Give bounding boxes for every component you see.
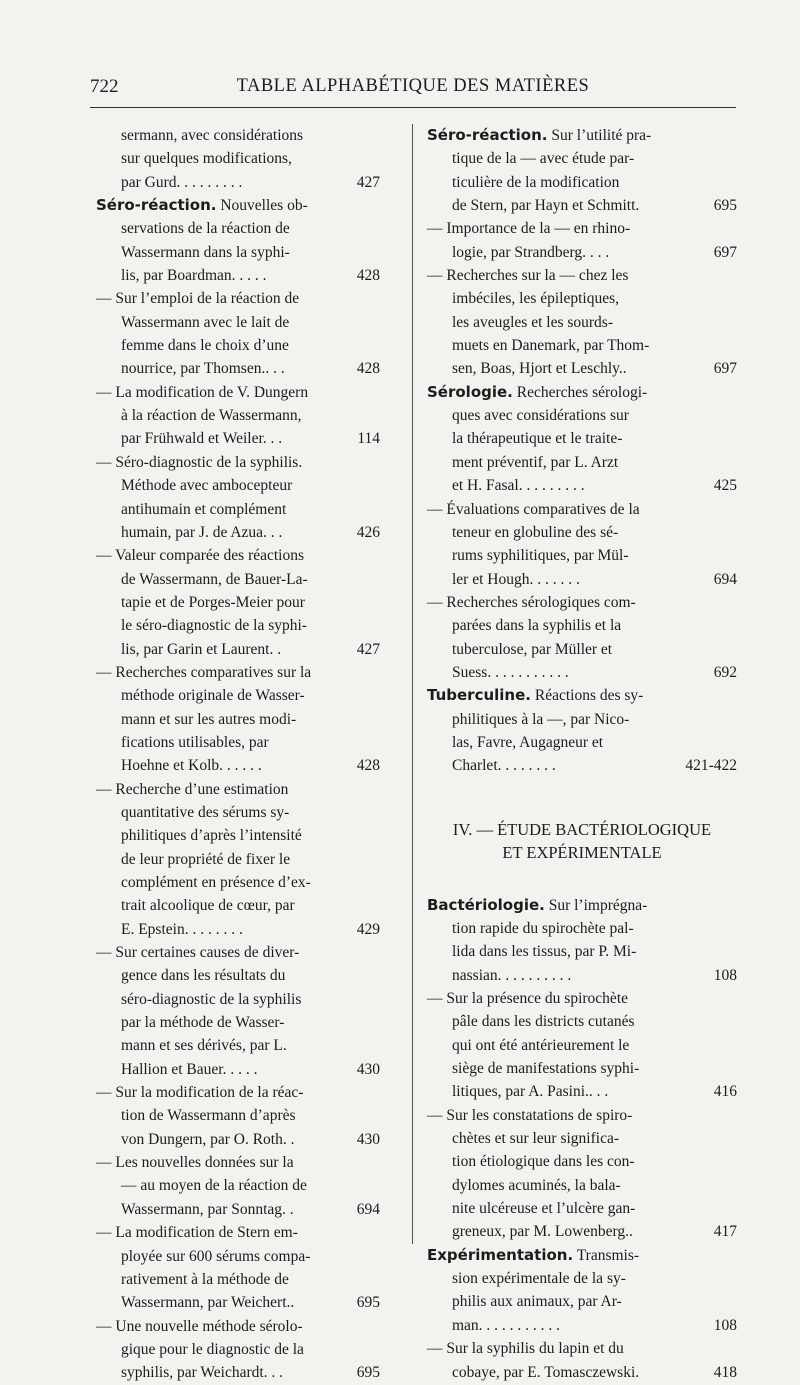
page-ref: 428 — [356, 360, 380, 378]
index-entry — [427, 894, 737, 987]
entry-line: sur quelques modifications, — [121, 150, 292, 168]
entry-line: — Valeur comparée des réactions — [96, 547, 305, 565]
entry-line: complément en présence d’ex- — [121, 874, 311, 891]
entry-line: par Gurd. . . . . . . . . — [121, 173, 243, 191]
index-entry — [427, 987, 737, 1104]
entry-line: von Dungern, par O. Roth. . — [121, 1130, 295, 1148]
entry-line: antihumain et complément — [121, 500, 287, 518]
entry-line: ques avec considérations sur — [452, 407, 629, 425]
entry-line: parées dans la syphilis et la — [452, 617, 622, 635]
entry-line: lis, par Boardman. . . . . — [121, 267, 267, 285]
index-entry — [96, 1081, 380, 1151]
index-entry — [427, 684, 737, 777]
entry-line: par la méthode de Wasser- — [121, 1014, 285, 1032]
page-ref: 108 — [713, 966, 737, 984]
entry-line: chètes et sur leur significa- — [452, 1130, 619, 1148]
page-ref: 695 — [356, 1294, 380, 1312]
page-ref: 697 — [713, 360, 737, 378]
entry-heading: Tuberculine. — [427, 686, 531, 705]
index-entry — [427, 381, 737, 498]
entry-line — [427, 1244, 737, 1267]
entry-line: trait alcoolique de cœur, par — [121, 897, 295, 915]
entry-line: E. Epstein. . . . . . . . — [121, 920, 243, 938]
entry-line: sermann, avec considérations — [121, 127, 304, 144]
entry-line: quantitative des sérums sy- — [121, 803, 290, 821]
entry-line — [427, 381, 737, 404]
entry-line: séro-diagnostic de la syphilis — [121, 990, 302, 1008]
page-ref: 697 — [713, 243, 737, 261]
entry-line: imbéciles, les épileptiques, — [452, 290, 620, 308]
right-column-entries-2 — [427, 894, 737, 1384]
entry-line: — Sur la présence du spirochète — [427, 990, 629, 1007]
index-entry — [96, 381, 380, 451]
entry-line: et H. Fasal. . . . . . . . . — [452, 477, 585, 495]
entry-line: Wassermann, par Weichert.. — [121, 1294, 295, 1312]
entry-line: sen, Boas, Hjort et Leschly.. — [452, 360, 627, 378]
entry-line — [96, 194, 380, 217]
entry-line: philitiques d’après l’intensité — [121, 827, 302, 845]
entry-text: Sur l’imprégna- — [544, 896, 648, 914]
entry-line: — La modification de Stern em- — [96, 1224, 298, 1242]
entry-text: Réactions des sy- — [530, 687, 644, 705]
index-entry — [427, 217, 737, 264]
index-entry — [96, 1151, 380, 1221]
entry-line: — Les nouvelles données sur la — [96, 1154, 294, 1172]
entry-line: les aveugles et les sourds- — [452, 313, 613, 331]
entry-line: man. . . . . . . . . . . — [452, 1316, 561, 1334]
page-ref: 108 — [713, 1316, 737, 1334]
entry-line: tuberculose, par Müller et — [452, 640, 613, 658]
entry-line: logie, par Strandberg. . . . — [452, 243, 610, 261]
index-entry — [427, 124, 737, 217]
entry-line: Wassermann, par Sonntag. . — [121, 1200, 294, 1218]
page-ref: 427 — [356, 173, 380, 191]
entry-line: muets en Danemark, par Thom- — [452, 337, 650, 355]
entry-line — [427, 894, 737, 917]
entry-line: fications utilisables, par — [121, 733, 269, 751]
entry-line: — Sur la syphilis du lapin et du — [427, 1340, 624, 1358]
index-entry — [96, 661, 380, 778]
entry-line: rativement à la méthode de — [121, 1270, 289, 1288]
entry-line: pâle dans les districts cutanés — [452, 1013, 635, 1031]
entry-text: Sur l’utilité pra- — [547, 127, 652, 144]
page-ref: 428 — [356, 267, 380, 285]
entry-line: — Recherches sérologiques com- — [427, 593, 636, 611]
index-entry — [96, 124, 380, 194]
entry-line: Charlet. . . . . . . . — [452, 757, 556, 775]
column-divider — [412, 124, 413, 1244]
entry-line: lida dans les tissus, par P. Mi- — [452, 943, 637, 961]
entry-line: Suess. . . . . . . . . . . — [452, 663, 569, 681]
entry-line: — Une nouvelle méthode sérolo- — [96, 1317, 303, 1335]
page-ref: 428 — [356, 757, 380, 775]
page-header — [90, 72, 736, 102]
entry-line: philis aux animaux, par Ar- — [452, 1293, 622, 1311]
entry-line: nourrice, par Thomsen.. . . — [121, 360, 285, 378]
entry-line: — La modification de V. Dungern — [96, 383, 309, 401]
entry-line: teneur en globuline des sé- — [452, 523, 619, 541]
entry-text: Nouvelles ob- — [216, 197, 308, 215]
entry-heading: Séro-réaction. — [96, 196, 217, 215]
index-entry — [427, 264, 737, 381]
entry-line: de leur propriété de fixer le — [121, 850, 291, 868]
entry-line: tapie et de Porges-Meier pour — [121, 593, 305, 611]
entry-line: — Recherches sur la — chez les — [427, 267, 629, 285]
page-ref: 695 — [713, 197, 737, 215]
index-entry — [96, 941, 380, 1081]
entry-line: — Sur la modification de la réac- — [96, 1084, 304, 1102]
entry-line: gence dans les résultats du — [121, 967, 286, 985]
entry-heading: Séro-réaction. — [427, 126, 548, 144]
entry-line: gique pour le diagnostic de la — [121, 1340, 304, 1358]
entry-line — [427, 684, 737, 707]
index-entry — [427, 1244, 737, 1337]
entry-line: ployée sur 600 sérums compa- — [121, 1247, 311, 1265]
entry-line: — Évaluations comparatives de la — [427, 500, 640, 518]
page-ref: 114 — [357, 430, 380, 448]
page-ref: 418 — [713, 1363, 737, 1381]
index-entry — [96, 451, 380, 544]
entry-line: humain, par J. de Azua. . . — [121, 523, 283, 541]
entry-line: méthode originale de Wasser- — [121, 687, 305, 705]
index-entry — [96, 778, 380, 941]
entry-line: par Frühwald et Weiler. . . — [121, 430, 283, 448]
entry-line: nite ulcéreuse et l’ulcère gan- — [452, 1200, 636, 1218]
entry-text: Recherches sérologi- — [512, 383, 648, 401]
page-ref: 426 — [356, 523, 380, 541]
section-title-line2: ET EXPÉRIMENTALE — [502, 842, 662, 862]
entry-line: Méthode avec ambocepteur — [121, 477, 293, 495]
entry-line: — Sur l’emploi de la réaction de — [96, 290, 300, 308]
entry-line: servations de la réaction de — [121, 220, 290, 238]
entry-line: mann et ses dérivés, par L. — [121, 1037, 287, 1055]
page-number: 722 — [90, 76, 119, 97]
index-entry — [96, 287, 380, 380]
page-ref: 425 — [713, 477, 737, 495]
entry-line: philitiques à la —, par Nico- — [452, 710, 630, 728]
entry-heading: Sérologie. — [427, 382, 513, 401]
entry-line: — au moyen de la réaction de — [121, 1177, 307, 1195]
entry-line: de Stern, par Hayn et Schmitt. — [452, 197, 640, 215]
page-ref: 430 — [356, 1060, 380, 1078]
entry-text: Transmis- — [573, 1246, 640, 1264]
entry-line: mann et sur les autres modi- — [121, 710, 297, 728]
entry-line: ment préventif, par L. Arzt — [452, 453, 619, 471]
entry-line: cobaye, par E. Tomasczewski. — [452, 1363, 640, 1381]
entry-line: — Sur les constatations de spiro- — [427, 1106, 633, 1124]
entry-line: à la réaction de Wassermann, — [121, 407, 302, 425]
page-ref: 416 — [713, 1083, 737, 1101]
entry-line: las, Favre, Augagneur et — [452, 733, 604, 751]
entry-line: tion rapide du spirochète pal- — [452, 919, 634, 937]
entry-line: lis, par Garin et Laurent. . — [121, 640, 282, 658]
right-column — [427, 124, 737, 1384]
entry-line: siège de manifestations syphi- — [452, 1060, 640, 1078]
index-entry — [96, 194, 380, 287]
section-title — [427, 818, 737, 864]
entry-line: nassian. . . . . . . . . . — [452, 966, 572, 984]
entry-line: — Séro-diagnostic de la syphilis. — [96, 453, 303, 471]
entry-line: le séro-diagnostic de la syphi- — [121, 617, 307, 635]
entry-line: Wassermann dans la syphi- — [121, 243, 290, 261]
entry-line: sion expérimentale de la sy- — [452, 1270, 626, 1288]
entry-line: de Wassermann, de Bauer-La- — [121, 570, 308, 588]
entry-line: la thérapeutique et le traite- — [452, 430, 623, 448]
page-ref: 429 — [356, 920, 380, 938]
page-title: TABLE ALPHABÉTIQUE DES MATIÈRES — [236, 76, 590, 96]
entry-line: dylomes acuminés, la bala- — [452, 1176, 621, 1194]
entry-line: tion de Wassermann d’après — [121, 1107, 296, 1125]
entry-line: Hallion et Bauer. . . . . — [121, 1060, 258, 1078]
page-ref: 417 — [713, 1223, 737, 1241]
page-ref: 694 — [356, 1200, 380, 1218]
entry-heading: Bactériologie. — [427, 895, 545, 914]
entry-line: greneux, par M. Lowenberg.. — [452, 1223, 633, 1241]
entry-line: rums syphilitiques, par Mül- — [452, 547, 629, 565]
header-rule — [90, 107, 736, 108]
entry-heading: Expérimentation. — [427, 1245, 574, 1264]
page-ref: 695 — [356, 1364, 380, 1382]
section-title-line1: IV. — ÉTUDE BACTÉRIOLOGIQUE — [452, 819, 712, 839]
index-entry — [96, 1315, 380, 1385]
index-entry — [427, 498, 737, 591]
index-entry — [427, 1337, 737, 1384]
index-entry — [427, 591, 737, 684]
entry-line: litiques, par A. Pasini.. . . — [452, 1083, 609, 1101]
entry-line: syphilis, par Weichardt. . . — [121, 1364, 284, 1382]
entry-line: ticulière de la modification — [452, 173, 620, 191]
entry-line: — Recherche d’une estimation — [96, 780, 289, 798]
index-entry — [427, 1104, 737, 1244]
page-ref: 694 — [713, 570, 737, 588]
page-ref: 430 — [356, 1130, 380, 1148]
entry-line: — Recherches comparatives sur la — [96, 663, 312, 681]
page-ref: 692 — [713, 663, 737, 681]
entry-line: femme dans le choix d’une — [121, 337, 289, 355]
index-entry — [96, 1221, 380, 1314]
entry-line — [427, 124, 737, 147]
page-ref: 427 — [356, 640, 380, 658]
left-column — [96, 124, 380, 1385]
entry-line: ler et Hough. . . . . . . — [452, 570, 580, 588]
entry-line: — Sur certaines causes de diver- — [96, 944, 300, 962]
page-ref: 421-422 — [685, 757, 737, 775]
entry-line: Wassermann avec le lait de — [121, 313, 290, 331]
index-entry — [96, 544, 380, 661]
right-column-entries — [427, 124, 737, 778]
entry-line: Hoehne et Kolb. . . . . . — [121, 757, 262, 775]
entry-line: tion étiologique dans les con- — [452, 1153, 635, 1171]
entry-line: — Importance de la — en rhino- — [427, 220, 631, 238]
entry-line: tique de la — avec étude par- — [452, 150, 635, 168]
entry-line: qui ont été antérieurement le — [452, 1036, 630, 1054]
